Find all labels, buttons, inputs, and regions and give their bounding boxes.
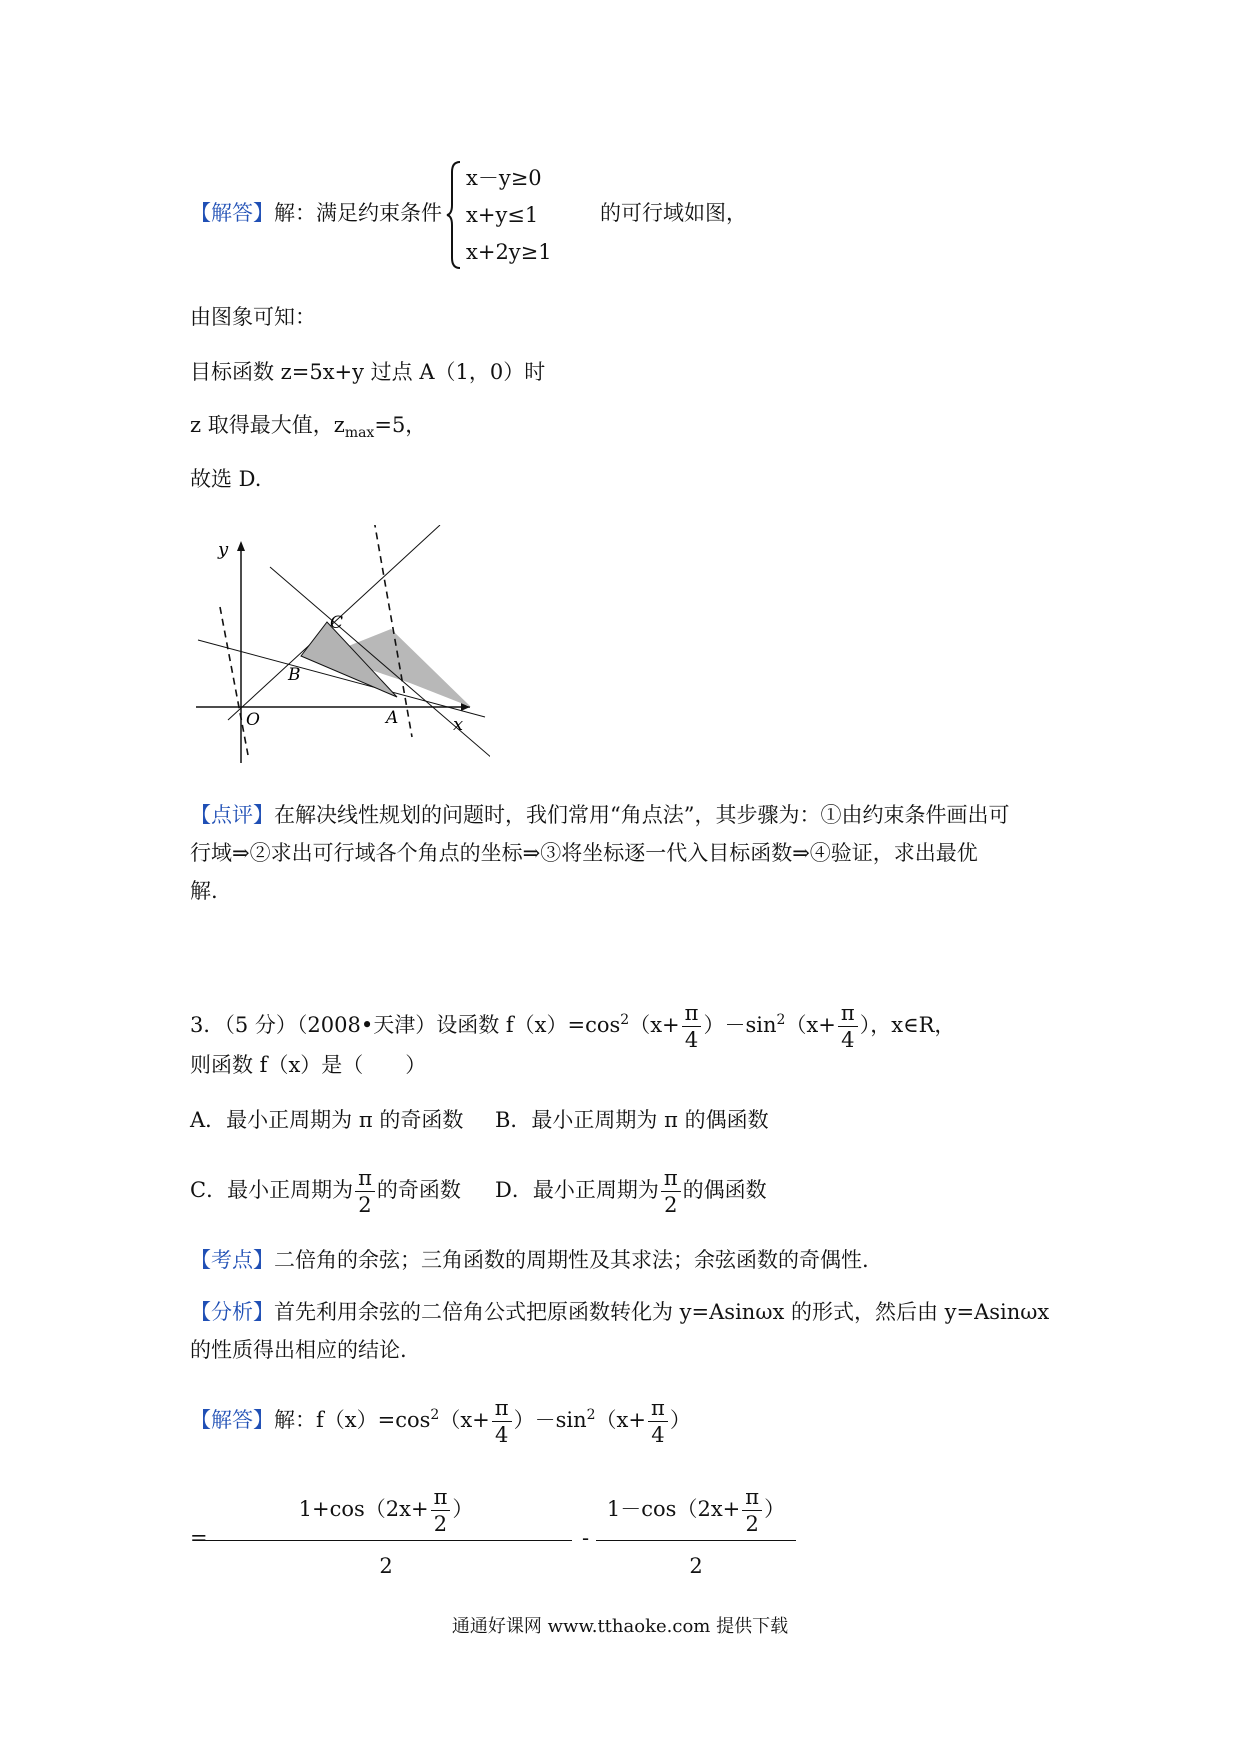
num2-text: 1－cos（2x+ — [606, 1497, 741, 1521]
brace-icon — [446, 160, 462, 270]
option-B: B．最小正周期为 π 的偶函数 — [495, 1108, 769, 1132]
line-3a: z 取得最大值，z — [190, 413, 345, 437]
comment-line-3: 解. — [190, 879, 218, 903]
answer1-tail: 的可行域如图， — [600, 201, 747, 225]
zmax-sub: max — [344, 425, 375, 442]
jieda2-line — [190, 1385, 691, 1450]
jieda2-mid: ）－sin — [513, 1408, 587, 1432]
q3-open1: （x+ — [629, 1013, 680, 1037]
q3-sq2: 2 — [776, 1012, 786, 1028]
q3-stem — [190, 990, 955, 1055]
line-1: 由图象可知： — [190, 305, 316, 329]
label-B: B — [288, 665, 301, 685]
answer-tag: 【解答】 — [190, 201, 274, 225]
option-C — [190, 1160, 461, 1220]
fraction-1-numerator — [200, 1478, 572, 1541]
frac-pi-over-4: $\frac{\pi}{4}$ — [682, 1000, 702, 1053]
constraint-3: x+2y≥1 — [466, 240, 552, 264]
fraction-1-denominator: 2 — [379, 1554, 393, 1578]
jieda2-lead: 解：f（x）=cos — [274, 1408, 431, 1432]
feasible-region-graph — [190, 525, 490, 765]
num1-close: ） — [452, 1497, 474, 1521]
frac-pi-over-2: $\frac{\pi}{2}$ — [355, 1165, 375, 1218]
jieda2-sq2: 2 — [586, 1407, 596, 1423]
equals-sign: = — [190, 1526, 208, 1550]
minus-sign: - — [582, 1526, 590, 1550]
fraction-2-numerator — [596, 1478, 796, 1541]
label-C: C — [330, 613, 344, 633]
comment-line-2: 行域⇒②求出可行域各个角点的坐标⇒③将坐标逐一代入目标函数⇒④验证，求出最优 — [190, 841, 978, 865]
num1-text: 1+cos（2x+ — [298, 1497, 429, 1521]
comment-line-1 — [190, 800, 1009, 830]
option-D — [495, 1160, 767, 1220]
q3-line2: 则函数 f（x）是（ ） — [190, 1053, 427, 1077]
fenxi-text-1: 首先利用余弦的二倍角公式把原函数转化为 y=Asinωx 的形式，然后由 y=Asinωx — [274, 1300, 1050, 1324]
frac-pi-over-2: $\frac{\pi}{2}$ — [742, 1484, 762, 1537]
answer1-lead-text: 解：满足约束条件 — [274, 201, 442, 225]
frac-pi-over-4: $\frac{\pi}{4}$ — [838, 1000, 858, 1053]
comment-text-1: 在解决线性规划的问题时，我们常用“角点法”，其步骤为：①由约束条件画出可 — [274, 803, 1010, 827]
objective-line-origin — [220, 607, 248, 755]
option-C-post: 的奇函数 — [376, 1178, 461, 1202]
frac-pi-over-2: $\frac{\pi}{2}$ — [661, 1165, 681, 1218]
jieda2-tag: 【解答】 — [190, 1408, 274, 1432]
jieda2-p1: （x+ — [439, 1408, 490, 1432]
fenxi-tag: 【分析】 — [190, 1300, 274, 1324]
num2-close: ） — [764, 1497, 786, 1521]
q3-end: ），x∈R， — [859, 1013, 956, 1037]
label-y: y — [218, 539, 229, 560]
line-3b: =5， — [374, 413, 427, 437]
page-footer: 通通好课网 www.tthaoke.com 提供下载 — [451, 1616, 789, 1637]
y-arrow-icon — [237, 541, 245, 551]
answer1-lead — [190, 198, 442, 228]
line-2: 目标函数 z=5x+y 过点 A（1，0）时 — [190, 360, 546, 384]
jieda2-sq1: 2 — [430, 1407, 440, 1423]
kaodian-tag: 【考点】 — [190, 1248, 274, 1272]
kaodian-text: 二倍角的余弦；三角函数的周期性及其求法；余弦函数的奇偶性. — [274, 1248, 869, 1272]
fenxi-line-2: 的性质得出相应的结论. — [190, 1338, 407, 1362]
frac-pi-over-2: $\frac{\pi}{2}$ — [431, 1484, 451, 1537]
q3-mid: ）－sin — [703, 1013, 777, 1037]
option-D-pre: D．最小正周期为 — [495, 1178, 659, 1202]
line-4: 故选 D. — [190, 467, 262, 491]
fraction-2-denominator: 2 — [689, 1554, 703, 1578]
constraint-1: x－y≥0 — [466, 166, 542, 190]
kaodian — [190, 1245, 869, 1275]
fenxi-line-1 — [190, 1297, 1049, 1327]
jieda2-end: ） — [669, 1408, 691, 1432]
option-D-post: 的偶函数 — [682, 1178, 767, 1202]
jieda2-p2: （x+ — [595, 1408, 646, 1432]
line-3 — [190, 410, 426, 448]
frac-pi-over-4: $\frac{\pi}{4}$ — [492, 1395, 512, 1448]
q3-sq1: 2 — [620, 1012, 630, 1028]
q3-open2: （x+ — [785, 1013, 836, 1037]
comment-tag: 【点评】 — [190, 803, 274, 827]
option-A: A．最小正周期为 π 的奇函数 — [190, 1108, 464, 1132]
constraint-2: x+y≤1 — [466, 203, 539, 227]
fraction-2 — [596, 1478, 796, 1591]
q3-head: 3．（5 分）（2008•天津）设函数 f（x）=cos — [190, 1013, 621, 1037]
label-A: A — [386, 708, 399, 728]
fraction-1 — [200, 1478, 572, 1591]
frac-pi-over-4: $\frac{\pi}{4}$ — [648, 1395, 668, 1448]
label-x: x — [453, 714, 464, 735]
label-O: O — [246, 710, 260, 730]
option-C-pre: C．最小正周期为 — [190, 1178, 354, 1202]
constraint-system — [466, 160, 552, 271]
